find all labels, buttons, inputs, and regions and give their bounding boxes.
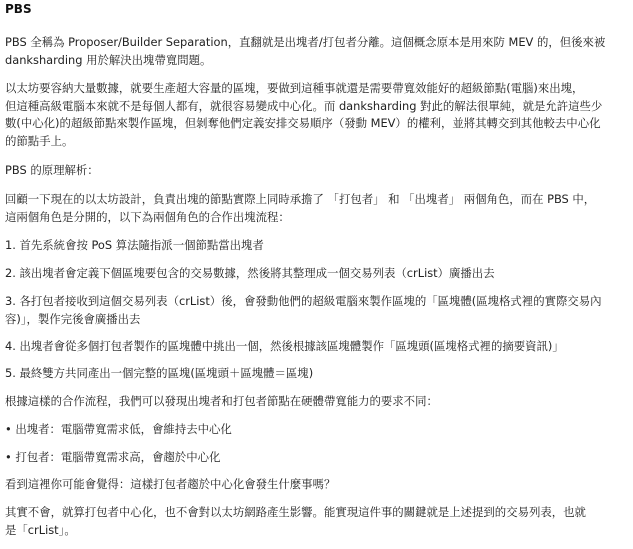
text-line: 回顧一下現在的以太坊設計，負責出塊的節點實際上同時承擔了 「打包者」 和 「出塊者」 兩個角色，而在 PBS 中， [5, 192, 596, 206]
analysis-heading: PBS 的原理解析： [5, 163, 99, 177]
conclusion-paragraph: 根據這樣的合作流程，我們可以發現出塊者和打包者節點在硬體帶寬能力的要求不同： [5, 394, 438, 408]
step-1 [5, 237, 627, 255]
article-title: PBS [5, 2, 32, 16]
intro-paragraph [5, 34, 627, 69]
text-line: 5. 最終雙方共同產出一個完整的區塊(區塊頭＋區塊體＝區塊) [5, 366, 314, 380]
text-line: 2. 該出塊者會定義下個區塊要包含的交易數據，然後將其整理成一個交易列表（crList）廣播出去 [5, 266, 495, 280]
text-line: 以太坊要容納大量數據，就要生產超大容量的區塊，要做到這種事就還是需要帶寬效能好的超級節點(電腦)來出塊， [5, 81, 584, 95]
text-line: 的節點手上。 [5, 133, 74, 148]
answer-paragraph [5, 504, 627, 539]
text-line: 4. 出塊者會從多個打包者製作的區塊體中挑出一個，然後根據該區塊體製作「區塊頭(區塊格式裡的摘要資訊)」 [5, 339, 564, 353]
text-line: danksharding 用於解決出塊帶寬問題。 [5, 52, 212, 67]
step-3 [5, 293, 627, 328]
review-paragraph [5, 191, 627, 226]
text-line: 容)」，製作完後會廣播出去 [5, 311, 141, 326]
text-line: 但這種高級電腦本來就不是每個人都有，就很容易變成中心化。而 danksharding 對此的解法很單純，就是允許這些少 [5, 98, 603, 113]
step-5 [5, 365, 627, 383]
text-line: 1. 首先系統會按 PoS 算法隨指派一個節點當出塊者 [5, 238, 264, 252]
question-paragraph: 看到這裡你可能會覺得：這樣打包者趨於中心化會發生什麼事嗎？ [5, 477, 336, 491]
text-line: 其實不會，就算打包者中心化，也不會對以太坊網路產生影響。能實現這件事的關鍵就是上述提到的交易列表，也就 [5, 505, 586, 519]
bullet-item: • 打包者：電腦帶寬需求高，會趨於中心化 [5, 450, 221, 464]
text-line: PBS 全稱為 Proposer/Builder Separation，直翻就是出塊者/打包者分離。這個概念原本是用來防 MEV 的，但後來被 [5, 35, 606, 49]
step-2 [5, 265, 627, 283]
step-4 [5, 338, 627, 356]
bullet-item: • 出塊者：電腦帶寬需求低，會維持去中心化 [5, 422, 232, 436]
text-line: 這兩個角色是分開的，以下為兩個角色的合作出塊流程： [5, 209, 290, 224]
text-line: 是「crList」。 [5, 522, 76, 537]
text-line: 數(中心化)的超級節點來製作區塊，但剝奪他們定義安排交易順序（發動 MEV）的權利，並將其轉交到其他較去中心化 [5, 116, 601, 130]
problem-paragraph [5, 80, 627, 150]
text-line: 3. 各打包者接收到這個交易列表（crList）後，會發動他們的超級電腦來製作區塊的「區塊體(區塊格式裡的實際交易內 [5, 294, 602, 308]
